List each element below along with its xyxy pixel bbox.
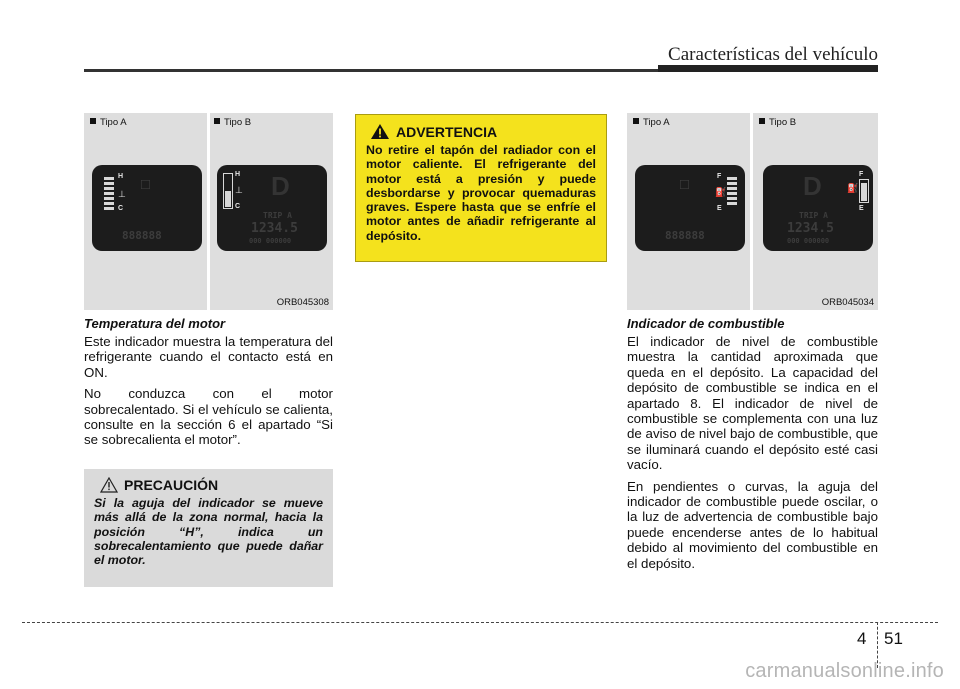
odometer-digits: 888888 bbox=[122, 229, 162, 242]
temp-c-letter: C bbox=[118, 205, 124, 212]
type-b-label bbox=[214, 117, 251, 128]
fuel-bar-1 bbox=[727, 177, 737, 180]
type-b-text: Tipo B bbox=[224, 117, 252, 128]
section-title-fuel-gauge: Indicador de combustible bbox=[627, 316, 785, 331]
section-body-engine-temperature bbox=[84, 334, 333, 454]
fuel-f-letter: F bbox=[859, 171, 864, 178]
fuel-f-letter: F bbox=[717, 173, 722, 180]
caution-title: PRECAUCIÓN bbox=[124, 477, 219, 493]
gear-shift-display: ☐ bbox=[140, 173, 151, 194]
watermark: carmanualsonline.info bbox=[745, 660, 944, 682]
odometer-digits: 888888 bbox=[665, 229, 705, 242]
caution-box bbox=[84, 469, 333, 587]
fuel-bar-5 bbox=[727, 197, 737, 200]
paragraph: El indicador de nivel de combustible muestra la cantidad aproximada que queda en el depósito. La capacidad del depósito de combustible se indica en el apartado 8. El indicador de nivel de combustible se complementa con una luz de aviso de nivel bajo de combustible, que se iluminará cuando el depósito esté casi vacío. bbox=[627, 334, 878, 473]
figure-code: ORB045034 bbox=[821, 297, 874, 308]
fuel-bar-3 bbox=[727, 187, 737, 190]
temp-h-letter: H bbox=[118, 173, 124, 180]
fuel-bar-fill bbox=[861, 183, 867, 201]
fuel-e-letter: E bbox=[859, 205, 864, 212]
fuel-pump-icon: ⛽ bbox=[715, 187, 727, 197]
fuel-bar-6 bbox=[727, 202, 737, 205]
instrument-cluster-type-b bbox=[763, 165, 873, 251]
fuel-bar-4 bbox=[727, 192, 737, 195]
type-b-text: Tipo B bbox=[769, 117, 797, 128]
chapter-number: 4 bbox=[857, 629, 867, 648]
section-title-engine-temperature: Temperatura del motor bbox=[84, 316, 226, 331]
warning-box bbox=[355, 114, 607, 262]
paragraph: No conduzca con el motor sobrecalentado. Si el vehículo se calienta, consulte en la sección 6 el apartado “Si se sobrecalienta el motor”. bbox=[84, 386, 333, 448]
temp-bar-fill bbox=[225, 191, 231, 207]
temp-bar-1 bbox=[104, 177, 114, 180]
type-a-label bbox=[90, 117, 127, 128]
warning-title: ADVERTENCIA bbox=[396, 123, 498, 140]
figure-engine-temperature bbox=[84, 113, 333, 310]
square-bullet-icon bbox=[214, 118, 220, 124]
instrument-cluster-type-a bbox=[92, 165, 202, 251]
figure-fuel-gauge bbox=[627, 113, 878, 310]
page-number: 51 bbox=[884, 629, 903, 648]
figure-code: ORB045308 bbox=[276, 297, 329, 308]
trip-value: 1234.5 bbox=[787, 221, 834, 236]
trip-label: TRIP A bbox=[263, 211, 292, 220]
temp-bar-7 bbox=[104, 207, 114, 210]
caution-triangle-icon bbox=[100, 477, 118, 493]
trip-value: 1234.5 bbox=[251, 221, 298, 236]
type-a-label bbox=[633, 117, 670, 128]
caution-header bbox=[100, 477, 323, 493]
gear-shift-display: ☐ bbox=[679, 173, 690, 194]
temp-bar-5 bbox=[104, 197, 114, 200]
type-b-label bbox=[759, 117, 796, 128]
gear-indicator: D bbox=[271, 171, 290, 201]
trip-label: TRIP A bbox=[799, 211, 828, 220]
type-a-text: Tipo A bbox=[100, 117, 127, 128]
instrument-cluster-type-a bbox=[635, 165, 745, 251]
square-bullet-icon bbox=[759, 118, 765, 124]
caution-text: Si la aguja del indicador se mueve más allá de la zona normal, hacia la posición “H”, indica un sobrecalentamiento que puede dañar el motor. bbox=[94, 496, 323, 568]
instrument-cluster-type-b bbox=[217, 165, 327, 251]
fuel-bar-2 bbox=[727, 182, 737, 185]
temp-h-letter: H bbox=[235, 171, 241, 178]
paragraph: En pendientes o curvas, la aguja del indicador de combustible puede oscilar, o la luz de advertencia de combustible bajo puede encenderse antes de lo habitual debido al movimiento del combustible en el depósito. bbox=[627, 478, 878, 571]
thermometer-icon: ⊥ bbox=[235, 185, 243, 195]
header-rule-accent bbox=[658, 65, 878, 72]
fuel-e-letter: E bbox=[717, 205, 722, 212]
temp-bar-6 bbox=[104, 202, 114, 205]
footer-rule bbox=[22, 622, 938, 623]
warning-header bbox=[370, 123, 596, 140]
gear-indicator: D bbox=[803, 171, 822, 201]
odometer-value: 000 000000 bbox=[249, 237, 292, 245]
temp-c-letter: C bbox=[235, 203, 241, 210]
odometer-value: 000 000000 bbox=[787, 237, 830, 245]
type-a-text: Tipo A bbox=[643, 117, 670, 128]
square-bullet-icon bbox=[633, 118, 639, 124]
warning-text: No retire el tapón del radiador con el motor caliente. El refrigerante del motor está a presión y puede desbordarse y provocar quemaduras graves. Espere hasta que se enfríe el motor antes de añadir refrigerante al depósito. bbox=[366, 143, 596, 243]
fuel-pump-icon: ⛽ bbox=[847, 183, 859, 193]
temp-bar-3 bbox=[104, 187, 114, 190]
thermometer-icon: ⊥ bbox=[118, 189, 126, 199]
warning-triangle-icon bbox=[370, 123, 390, 140]
section-body-fuel-gauge bbox=[627, 334, 878, 577]
square-bullet-icon bbox=[90, 118, 96, 124]
temp-bar-4 bbox=[104, 192, 114, 195]
temp-bar-2 bbox=[104, 182, 114, 185]
paragraph: Este indicador muestra la temperatura del refrigerante cuando el contacto está en ON. bbox=[84, 334, 333, 380]
page-header-title: Características del vehículo bbox=[668, 44, 878, 65]
